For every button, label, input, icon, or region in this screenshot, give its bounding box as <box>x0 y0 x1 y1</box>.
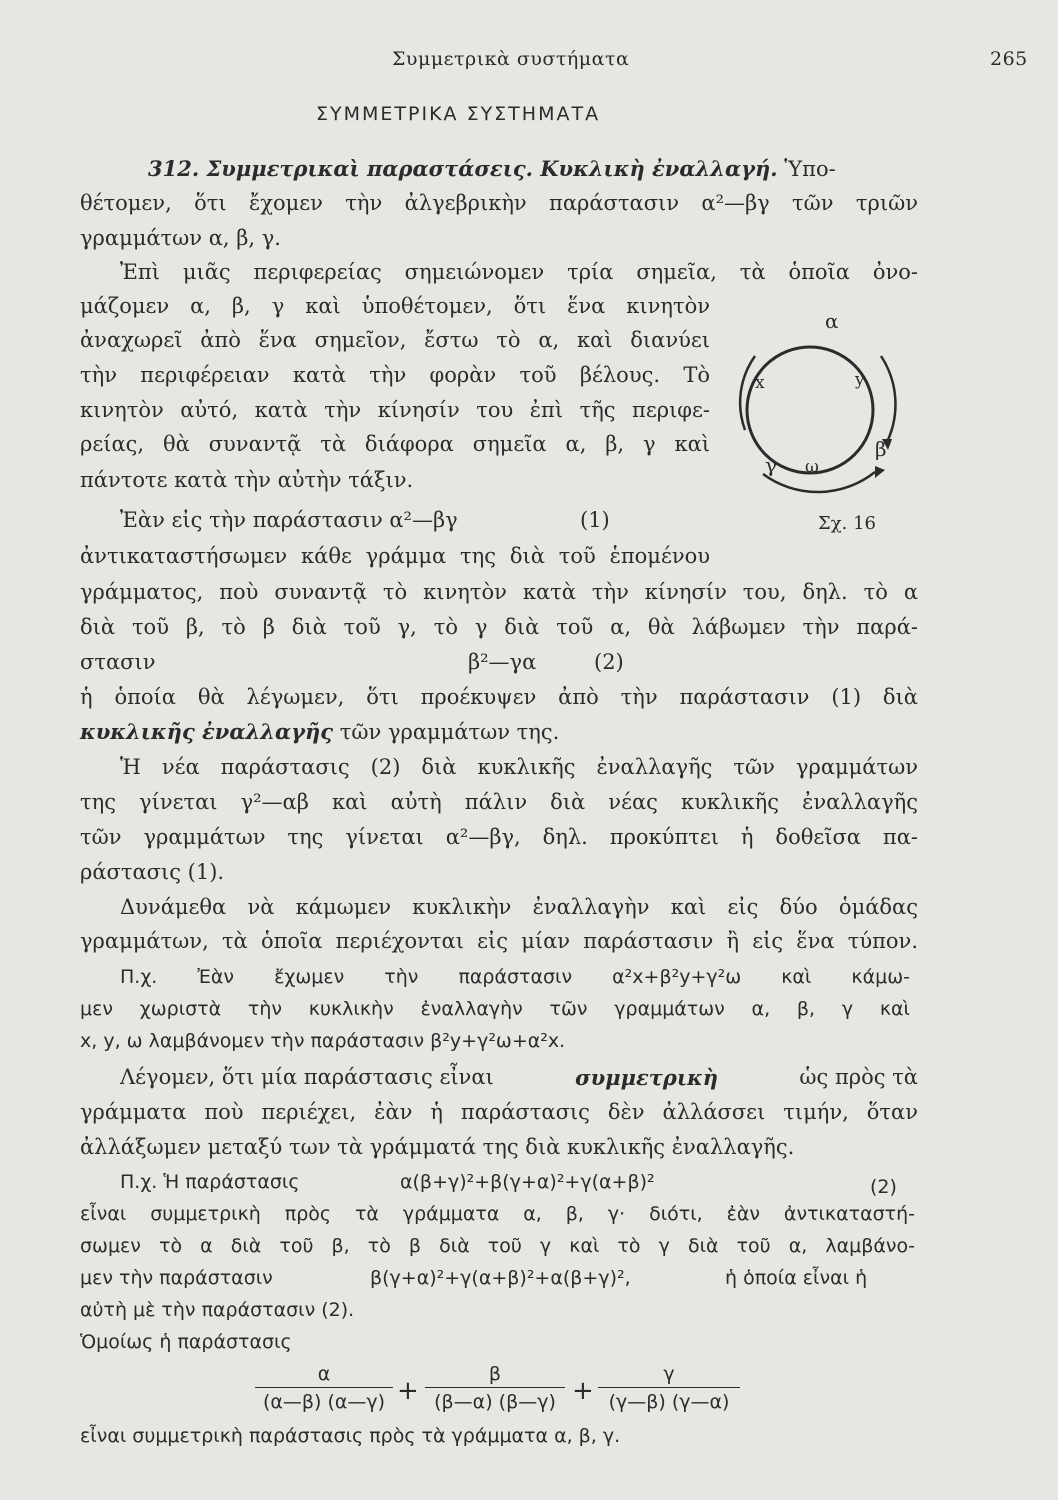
text-line: μεν χωριστὰ τὴν κυκλικὴν ἐναλλαγὴν τῶν γραμμάτων α, β, γ καὶ <box>80 998 910 1020</box>
text-line: πάντοτε κατὰ τὴν αὐτὴν τάξιν. <box>80 468 414 492</box>
plus-sign: + <box>397 1376 419 1406</box>
text-line: μάζομεν α, β, γ καὶ ὑποθέτομεν, ὅτι ἕνα κινητὸν <box>80 294 710 318</box>
fraction-denominator: (γ—β) (γ—α) <box>608 1391 730 1413</box>
cyclic-circle-figure <box>725 300 905 500</box>
text-line: ρείας, θὰ συναντᾷ τὰ διάφορα σημεῖα α, β, γ καὶ <box>80 432 710 456</box>
plus-sign: + <box>572 1376 594 1406</box>
text-line: εἶναι συμμετρικὴ πρὸς τὰ γράμματα α, β, γ· διότι, ἐὰν ἀντικαταστή- <box>80 1203 915 1225</box>
fraction-1 <box>255 1363 393 1413</box>
text-line <box>80 721 559 743</box>
fraction-numerator: β <box>425 1363 565 1388</box>
expression: α(β+γ)²+β(γ+α)²+γ(α+β)² <box>400 1171 655 1193</box>
text-line: Π.χ. Ἡ παράστασις <box>120 1171 300 1193</box>
text-line: ἀναχωρεῖ ἀπὸ ἕνα σημεῖον, ἔστω τὸ α, καὶ διανύει <box>80 328 710 352</box>
text-line: Ὁμοίως ἡ παράστασις <box>80 1331 292 1353</box>
text-span: Λέγομεν, ὅτι μία παράστασις εἶναι <box>120 1065 494 1089</box>
text-line: εἶναι συμμετρικὴ παράστασις πρὸς τὰ γράμματα α, β, γ. <box>80 1425 621 1447</box>
text-line: σωμεν τὸ α διὰ τοῦ β, τὸ β διὰ τοῦ γ καὶ τὸ γ διὰ τοῦ α, λαμβάνο- <box>80 1235 915 1257</box>
label-alpha: α <box>825 309 839 333</box>
page-number: 265 <box>990 48 1028 70</box>
text-line: τῶν γραμμάτων της γίνεται α²—βγ, δηλ. προκύπτει ἡ δοθεῖσα πα- <box>80 825 918 849</box>
section-title: ΣΥΜΜΕΤΡΙΚΑ ΣΥΣΤΗΜΑΤΑ <box>316 103 601 125</box>
running-title: Συμμετρικὰ συστήματα <box>392 48 630 70</box>
text-line: γραμμάτων α, β, γ. <box>80 226 281 250</box>
text-line: θέτομεν, ὅτι ἔχομεν τὴν ἀλγεβρικὴν παράστασιν α²—βγ τῶν τριῶν <box>80 191 918 215</box>
text-line: μεν τὴν παράστασιν <box>80 1267 273 1289</box>
emphasis-term: συμμετρικὴ <box>575 1065 718 1090</box>
fraction-numerator: α <box>255 1363 393 1388</box>
text-span: τῶν γραμμάτων της. <box>339 720 560 744</box>
text-line: ἡ ὁποία εἶναι ἡ <box>725 1267 868 1289</box>
equation-number: (2) <box>594 650 624 674</box>
text-line: διὰ τοῦ β, τὸ β διὰ τοῦ γ, τὸ γ διὰ τοῦ α, θὰ λάβωμεν τὴν παρά- <box>80 615 918 639</box>
text-span: Ὑπο- <box>784 157 836 181</box>
text-line: Ἐπὶ μιᾶς περιφερείας σημειώνομεν τρία σημεῖα, τὰ ὁποῖα ὀνο- <box>120 260 918 284</box>
fraction-numerator: γ <box>598 1363 740 1388</box>
text-span: ὡς πρὸς τὰ <box>799 1065 918 1089</box>
arrow-arc-right <box>881 356 895 442</box>
label-omega: ω <box>805 457 819 477</box>
label-x: x <box>755 373 765 393</box>
text-line: Δυνάμεθα νὰ κάμωμεν κυκλικὴν ἐναλλαγὴν καὶ εἰς δύο ὁμάδας <box>120 895 918 919</box>
emphasis-term: κυκλικῆς ἐναλλαγῆς <box>80 719 334 744</box>
fraction-3 <box>598 1363 740 1413</box>
arrow-arc-bottom <box>763 472 875 492</box>
text-line: ράστασις (1). <box>80 860 225 884</box>
text-line: τὴν περιφέρειαν κατὰ τὴν φορὰν τοῦ βέλους. Τὸ <box>80 363 710 387</box>
text-line: στασιν <box>80 650 156 674</box>
fraction-2 <box>425 1363 565 1413</box>
text-line: Ἐὰν εἰς τὴν παράστασιν α²—βγ <box>120 508 458 532</box>
text-line: ἀλλάξωμεν μεταξύ των τὰ γράμματά της διὰ κυκλικῆς ἐναλλαγῆς. <box>80 1135 795 1159</box>
section-heading: 312. Συμμετρικαὶ παραστάσεις. Κυκλικὴ ἐναλλαγή. <box>148 156 778 181</box>
text-line: Π.χ. Ἐὰν ἔχωμεν τὴν παράστασιν α²x+β²y+γ²ω καὶ κάμω- <box>120 966 910 988</box>
fraction-denominator: (α—β) (α—γ) <box>262 1391 386 1413</box>
figure-caption: Σχ. 16 <box>818 513 876 534</box>
expression: β²—γα <box>468 650 537 674</box>
text-line: γράμματα ποὺ περιέχει, ἐὰν ἡ παράστασις δὲν ἀλλάσσει τιμήν, ὅταν <box>80 1100 918 1124</box>
text-line: αὐτὴ μὲ τὴν παράστασιν (2). <box>80 1299 355 1321</box>
text-line: Ἡ νέα παράστασις (2) διὰ κυκλικῆς ἐναλλαγῆς τῶν γραμμάτων <box>120 755 918 779</box>
text-line: x, y, ω λαμβάνομεν τὴν παράστασιν β²y+γ²ω+α²x. <box>80 1030 566 1052</box>
equation-number: (1) <box>580 508 610 532</box>
text-line: γραμμάτων, τὰ ὁποῖα περιέχονται εἰς μίαν παράστασιν ἢ εἰς ἕνα τύπον. <box>80 929 918 953</box>
text-line: κινητὸν αὐτό, κατὰ τὴν κίνησίν του ἐπὶ τῆς περιφε- <box>80 398 710 422</box>
text-line <box>120 1067 918 1088</box>
label-beta: β <box>875 437 887 461</box>
expression: β(γ+α)²+γ(α+β)²+α(β+γ)², <box>370 1267 631 1289</box>
equation-number: (2) <box>870 1176 897 1198</box>
text-line: ἡ ὁποία θὰ λέγωμεν, ὅτι προέκυψεν ἀπὸ τὴν παράστασιν (1) διὰ <box>80 685 918 709</box>
arrow-head-bottom <box>875 466 885 478</box>
fraction-denominator: (β—α) (β—γ) <box>434 1391 556 1413</box>
text-line: της γίνεται γ²—αβ καὶ αὐτὴ πάλιν διὰ νέας κυκλικῆς ἐναλλαγῆς <box>80 790 918 814</box>
label-y: y <box>855 370 865 390</box>
label-gamma: γ <box>765 453 777 477</box>
paragraph-heading-line <box>148 158 836 180</box>
text-line: ἀντικαταστήσωμεν κάθε γράμμα της διὰ τοῦ ἑπομένου <box>80 544 710 568</box>
text-line: γράμματος, ποὺ συναντᾷ τὸ κινητὸν κατὰ τὴν κίνησίν του, δηλ. τὸ α <box>80 580 918 604</box>
